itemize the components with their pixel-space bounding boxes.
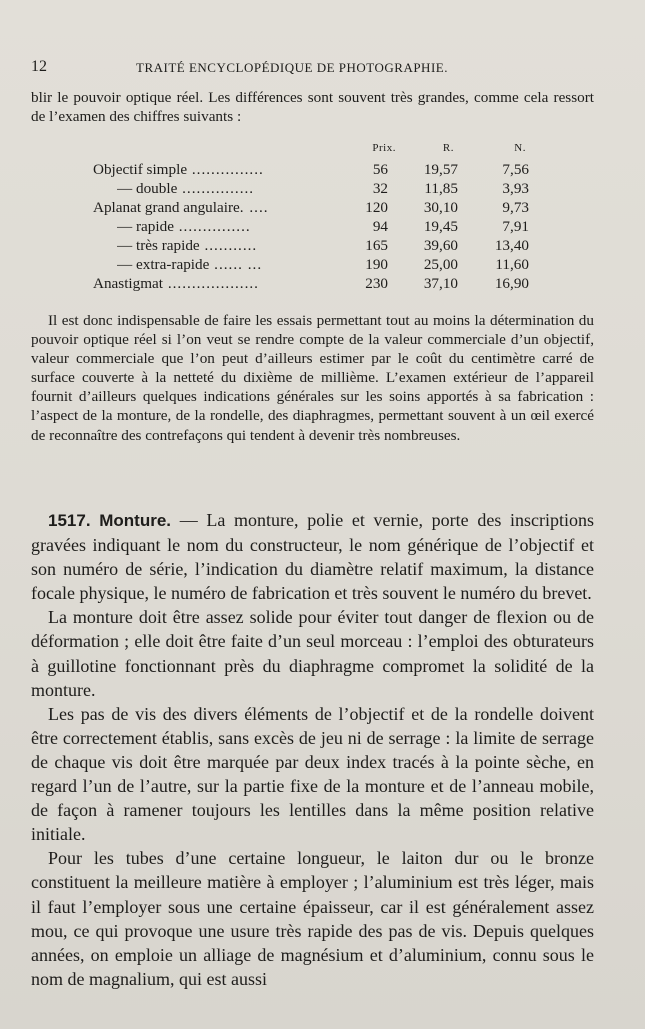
row-label-text: — double: [117, 180, 178, 197]
section-first-paragraph: [31, 508, 594, 605]
row-label-text: Objectif simple: [93, 161, 188, 178]
cell-prix: 190: [365, 256, 388, 273]
section-paragraphs: [31, 605, 594, 991]
header-prix: Prix.: [372, 142, 396, 154]
cell-n: 7,56: [502, 161, 529, 178]
cell-prix: 94: [372, 218, 388, 235]
running-head: TRAITÉ ENCYCLOPÉDIQUE DE PHOTOGRAPHIE.: [136, 60, 448, 75]
dot-leader: ...............: [187, 161, 264, 178]
cell-r: 30,10: [423, 199, 458, 216]
section-number: 1517.: [48, 511, 91, 530]
paragraph-2-text: Il est donc indispensable de faire les essais permettant tout au moins la détermination du pouvoir optique réel si l’on veut se rendre compte de la valeur commerciale d’un objectif, valeur commerciale que l’on peut d’ailleurs estimer par le coût du centimètre carré de surface couverte à la netteté du dixième de millième. L’examen extérieur de l’appareil fournit d’ailleurs quelques indications générales sur les soins apportés à sa fabrication : l’aspect de la monture, de la rondelle, des diaphragmes, permettant souvent à un œil exercé de reconnaître des contrefaçons qui tendent à devenir très nombreuses.: [31, 312, 594, 444]
row-label: [93, 160, 323, 179]
row-label: [117, 217, 347, 236]
page-header: [31, 58, 613, 78]
table-row: [31, 255, 594, 274]
table-row: [31, 160, 594, 179]
dot-leader: ...............: [177, 180, 255, 197]
row-label-text: — très rapide: [117, 237, 200, 254]
price-table: [31, 141, 594, 293]
cell-r: 37,10: [423, 275, 458, 292]
table-header: [31, 141, 594, 160]
cell-n: 3,93: [502, 180, 529, 197]
row-label-text: Anastigmat: [93, 275, 164, 292]
cell-prix: 120: [365, 199, 388, 216]
table-row: [31, 274, 594, 293]
cell-n: 13,40: [494, 237, 529, 254]
cell-prix: 32: [372, 180, 388, 197]
dot-leader: ...................: [163, 275, 259, 292]
row-label-text: — extra-rapide: [117, 256, 210, 273]
cell-prix: 165: [365, 237, 388, 254]
section-first-text: — La monture, polie et vernie, porte des inscriptions gravées indiquant le nom du constructeur, le nom générique de l’objectif et son numéro de série, l’indication du diamètre relatif maximum, la distance focale physique, le numéro de fabrication et très souvent le numéro du brevet.: [31, 510, 595, 604]
cell-r: 11,85: [424, 180, 458, 197]
row-label: [117, 236, 347, 255]
page-number: 12: [31, 58, 47, 75]
row-label-text: — rapide: [117, 218, 174, 235]
cell-r: 19,45: [423, 218, 458, 235]
intro-paragraph: blir le pouvoir optique réel. Les différences sont souvent très grandes, comme cela ressort de l’examen des chiffres suivants :: [31, 89, 594, 126]
dot-leader: ...........: [199, 237, 258, 254]
row-label-text: Aplanat grand angulaire: [93, 199, 240, 216]
cell-r: 25,00: [423, 256, 458, 273]
cell-n: 16,90: [494, 275, 529, 292]
section-paragraph: La monture doit être assez solide pour éviter tout danger de flexion ou de déformation ; elle doit être faite d’un seul morceau : l’emploi des obturateurs à guillotine fonctionnant près du diaphragme compromet la solidité de la monture.: [31, 607, 594, 700]
table-row: [31, 198, 594, 217]
section-title: Monture.: [99, 511, 172, 530]
cell-r: 19,57: [423, 161, 458, 178]
row-label: [117, 255, 347, 274]
cell-prix: 230: [365, 275, 388, 292]
paragraph-2: [31, 311, 594, 445]
cell-n: 9,73: [502, 199, 529, 216]
cell-n: 7,91: [502, 218, 529, 235]
dot-leader: ...... ...: [209, 256, 263, 273]
cell-r: 39,60: [423, 237, 458, 254]
table-body: [31, 160, 594, 293]
dot-leader: . ....: [239, 199, 269, 216]
section-1517: [31, 508, 594, 991]
table-row: [31, 236, 594, 255]
dot-leader: ...............: [173, 218, 251, 235]
section-paragraph: Pour les tubes d’une certaine longueur, le laiton dur ou le bronze constituent la meilleure matière à employer ; l’aluminium est très léger, mais il faut l’employer sous une certaine épaisseur, car il est généralement assez mou, ce qui provoque une usure très rapide des pas de vis. Depuis quelques années, on emploie un alliage de magnésium et d’aluminium, connu sous le nom de magnalium, qui est aussi: [31, 848, 594, 989]
row-label: [93, 198, 323, 217]
header-n: N.: [514, 142, 526, 154]
row-label: [117, 179, 347, 198]
row-label: [93, 274, 323, 293]
table-row: [31, 217, 594, 236]
cell-n: 11,60: [495, 256, 529, 273]
header-r: R.: [442, 142, 454, 154]
cell-prix: 56: [372, 161, 388, 178]
section-paragraph: Les pas de vis des divers éléments de l’objectif et de la rondelle doivent être correctement établis, sans excès de jeu ni de serrage : la limite de serrage de chaque vis doit être marquée par deux index tracés à la pointe sèche, en regard l’un de l’autre, sur la partie fixe de la monture et de l’anneau mobile, de façon à ramener toujours les lentilles dans la même position relative initiale.: [31, 703, 594, 845]
intro-text: [31, 88, 594, 126]
table-row: [31, 179, 594, 198]
